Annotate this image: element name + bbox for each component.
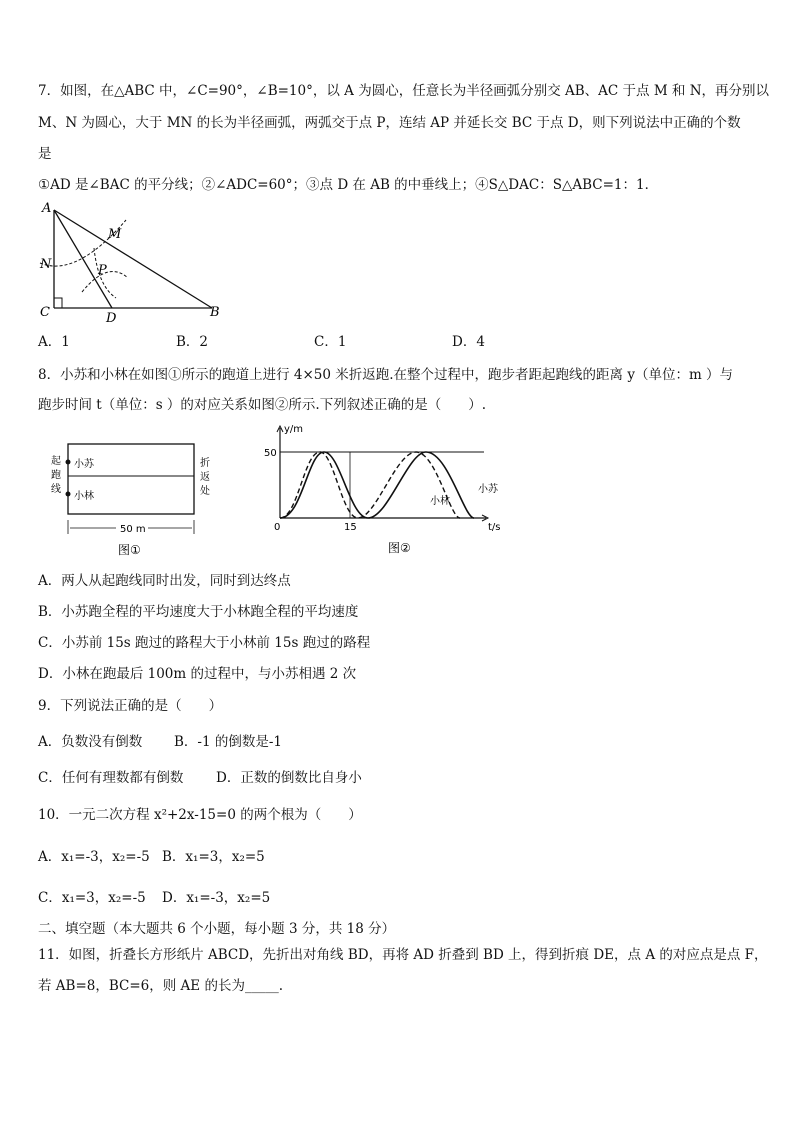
q8-option-b: B．小苏跑全程的平均速度大于小林跑全程的平均速度 xyxy=(38,604,359,620)
runner-dot-2 xyxy=(66,492,71,497)
figure-2-caption: 图② xyxy=(388,541,411,555)
q7-line-1: 7．如图，在△ABC 中，∠C=90°，∠B=10°，以 A 为圆心，任意长为半径画弧分别交 AB、AC 于点 M 和 N，再分别以 xyxy=(38,83,770,99)
q9-option-a: A．负数没有倒数 xyxy=(38,734,143,750)
q8-option-d: D．小林在跑最后 100m 的过程中，与小苏相遇 2 次 xyxy=(38,666,357,682)
label-d: D xyxy=(106,311,117,326)
turn-char-1: 折 xyxy=(200,458,210,469)
label-p: P xyxy=(98,263,107,278)
origin-label: 0 xyxy=(274,522,281,533)
track-length: 50 m xyxy=(120,524,146,535)
q10-stem: 10．一元二次方程 x²+2x-15=0 的两个根为（ ） xyxy=(38,807,362,823)
turn-char-3: 处 xyxy=(200,486,210,497)
q9-option-c: C．任何有理数都有倒数 xyxy=(38,770,184,786)
runner-label-1: 小苏 xyxy=(74,459,94,470)
q8-figure-1-track xyxy=(48,436,228,562)
right-angle-mark xyxy=(54,298,62,308)
q8-line-1: 8．小苏和小林在如图①所示的跑道上进行 4×50 米折返跑.在整个过程中，跑步者距起跑线的距离 y（单位：m ）与 xyxy=(38,367,734,383)
series-label-xiaolin: 小林 xyxy=(430,496,450,507)
segment-ad xyxy=(54,210,112,308)
start-line-char-2: 跑 xyxy=(51,470,61,481)
q10-option-d: D．x₁=-3，x₂=5 xyxy=(162,890,271,906)
q8-option-a: A．两人从起跑线同时出发，同时到达终点 xyxy=(38,573,291,589)
label-m: M xyxy=(108,227,122,242)
q9-stem: 9．下列说法正确的是（ ） xyxy=(38,698,223,714)
q10-option-b: B．x₁=3，x₂=5 xyxy=(162,849,265,865)
q11-line-1: 11．如图，折叠长方形纸片 ABCD，先折出对角线 BD，再将 AD 折叠到 BD 上，得到折痕 DE，点 A 的对应点是点 F， xyxy=(38,947,768,963)
runner-label-2: 小林 xyxy=(74,491,94,502)
q7-line-4: ①AD 是∠BAC 的平分线；②∠ADC=60°；③点 D 在 AB 的中垂线上；④S△DAC：S△ABC=1：1． xyxy=(38,177,659,193)
figure-1-caption: 图① xyxy=(118,543,141,557)
turn-char-2: 返 xyxy=(200,472,210,483)
q7-triangle-figure xyxy=(36,198,226,326)
q10-option-c: C．x₁=3，x₂=-5 xyxy=(38,890,146,906)
q8-line-2: 跑步时间 t（单位：s ）的对应关系如图②所示.下列叙述正确的是（ ）. xyxy=(38,397,487,413)
x-tick-15: 15 xyxy=(344,522,357,533)
q9-option-d: D．正数的倒数比自身小 xyxy=(216,770,362,786)
y-axis-label: y/m xyxy=(284,424,304,435)
q8-figure-2-graph xyxy=(264,422,508,564)
q7-option-c: C．1 xyxy=(314,334,347,350)
q8-option-c: C．小苏前 15s 跑过的路程大于小林前 15s 跑过的路程 xyxy=(38,635,371,651)
label-b: B xyxy=(210,305,220,320)
q7-option-d: D．4 xyxy=(452,334,485,350)
series-label-xiaosu: 小苏 xyxy=(478,484,498,495)
series-xiaolin xyxy=(280,452,460,518)
start-line-char-1: 起 xyxy=(51,456,61,467)
section-2-heading: 二、填空题（本大题共 6 个小题，每小题 3 分，共 18 分） xyxy=(38,921,396,937)
q9-option-b: B．-1 的倒数是-1 xyxy=(174,734,283,750)
label-n: N xyxy=(40,257,52,272)
q7-line-2: M、N 为圆心，大于 MN 的长为半径画弧，两弧交于点 P，连结 AP 并延长交 BC 于点 D，则下列说法中正确的个数 xyxy=(38,115,741,131)
track-rect xyxy=(68,444,194,514)
side-ab xyxy=(54,210,212,308)
runner-dot-1 xyxy=(66,460,71,465)
q7-option-a: A．1 xyxy=(38,334,70,350)
x-axis-label: t/s xyxy=(488,522,501,533)
label-c: C xyxy=(40,305,50,320)
label-a: A xyxy=(42,201,52,216)
start-line-char-3: 线 xyxy=(51,484,61,495)
y-tick-50: 50 xyxy=(264,448,277,459)
q11-line-2: 若 AB=8，BC=6，则 AE 的长为_____. xyxy=(38,978,283,994)
q7-option-b: B．2 xyxy=(176,334,209,350)
q7-line-3: 是 xyxy=(38,146,52,162)
q10-option-a: A．x₁=-3，x₂=-5 xyxy=(38,849,150,865)
